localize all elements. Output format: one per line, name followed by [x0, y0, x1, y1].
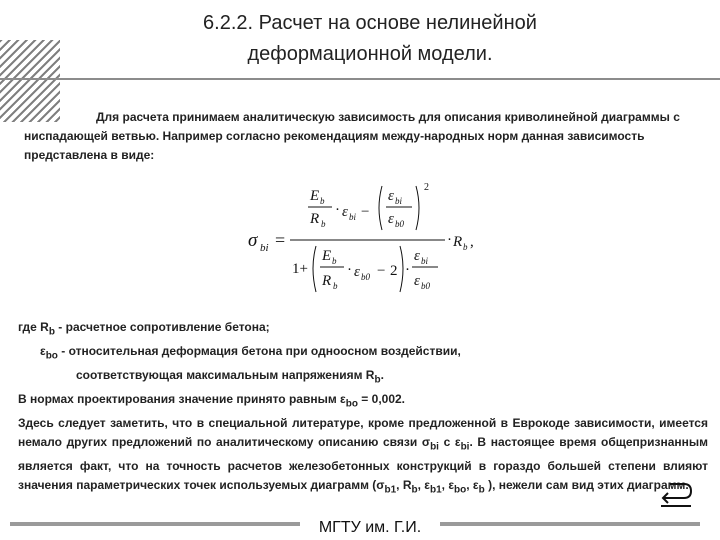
num-R: R [310, 211, 320, 227]
eps-sub: bo [45, 350, 58, 362]
den-eps-sub: b0 [361, 272, 370, 282]
return-arrow-svg [658, 480, 694, 508]
intro-text: Для расчета принимаем аналитическую зависимость для описания криволинейной диаграммы с ниспадающей ветвью. Например согласно рекомендациям между-народных норм данная зависимость представлена в виде: [24, 110, 680, 162]
den-dot: · [347, 262, 352, 278]
den-one-plus: 1+ [292, 261, 308, 277]
den-R: R [322, 273, 332, 289]
num-R-sub: b [321, 219, 326, 229]
den-R-sub: b [333, 281, 338, 291]
num-E-sub: b [320, 196, 325, 206]
eps-rest-2-end: . [380, 367, 384, 382]
den-dot-2: · [405, 262, 410, 278]
remark-b: с ε [438, 435, 461, 450]
den-E: E [322, 248, 332, 264]
where-rest: - расчетное сопротивление бетона; [54, 320, 270, 334]
where-text: где R [18, 320, 49, 334]
num-frac-eps-bot-sub: b0 [395, 219, 404, 229]
where-sub: b [48, 326, 55, 338]
norms-value: = 0,002. [357, 391, 406, 406]
eps-rest-2-sub: b [374, 374, 381, 386]
remark-sub-4: b [411, 484, 418, 496]
eps-rest-2: соответствующая максимальным напряжениям R [76, 367, 375, 382]
den-E-sub: b [332, 256, 337, 266]
eps-line [18, 342, 708, 366]
norms-line [18, 390, 708, 414]
num-paren-left [379, 186, 382, 230]
rhs-dot: · [447, 232, 452, 248]
norms-text: В нормах проектирования значение принято равным ε [18, 391, 346, 406]
remark-paragraph [18, 414, 708, 501]
remark-h: ), нежели сам вид этих диаграмм. [484, 478, 689, 493]
den-paren-left [313, 246, 316, 292]
where-line [18, 318, 708, 342]
page-title [90, 8, 650, 70]
eps-line-2 [18, 366, 708, 390]
num-frac-eps-top: ε [388, 188, 394, 204]
explanation-text [18, 318, 708, 500]
num-eps-sub: bi [349, 212, 357, 222]
remark-sub-2: bi [460, 441, 470, 453]
num-paren-right [416, 186, 419, 230]
remark-sub-5: b1 [430, 484, 442, 496]
num-frac-eps-top-sub: bi [395, 196, 403, 206]
den-paren-right [400, 246, 403, 292]
den-frac-eps-top: ε [414, 248, 420, 264]
formula-sigma: σ [248, 230, 258, 251]
title-line-1: 6.2.2. Расчет на основе нелинейной [203, 12, 537, 34]
num-dot: · [335, 202, 340, 218]
num-frac-eps-bot: ε [388, 211, 394, 227]
rhs-R-sub: b [463, 242, 468, 252]
den-frac-eps-top-sub: bi [421, 256, 429, 266]
remark-d: , R [396, 478, 412, 493]
stress-strain-formula [240, 178, 480, 298]
rhs-R: R [453, 234, 463, 250]
eps-symbol: ε [40, 343, 46, 358]
rhs-comma: , [470, 234, 474, 250]
remark-sub-1: bi [430, 441, 439, 453]
formula-svg [240, 178, 480, 298]
remark-f: , ε [441, 478, 455, 493]
den-two: 2 [390, 263, 398, 279]
title-line-2: деформационной модели. [247, 43, 493, 65]
remark-c: . В настоящее время общепризнанным является факт, что на точность расчетов железобетонных конструкций в гораздо большей степени влияют значения параметрических точек используемых диаграмм (σ [18, 435, 708, 493]
num-E: E [310, 188, 320, 204]
remark-sub-3: b1 [384, 484, 397, 496]
eps-rest: - относительная деформация бетона при одноосном воздействии, [57, 343, 461, 358]
formula-sigma-sub: bi [260, 242, 269, 254]
num-power: 2 [424, 182, 429, 193]
intro-paragraph [24, 108, 704, 165]
den-frac-eps-bot: ε [414, 273, 420, 289]
formula-equals: = [275, 230, 286, 250]
return-arrow-icon[interactable] [658, 480, 694, 508]
remark-sub-7: b [478, 484, 485, 496]
den-minus: − [377, 263, 386, 279]
title-divider [0, 78, 720, 80]
remark-g: , ε [466, 478, 479, 493]
num-minus: − [361, 204, 370, 220]
den-eps: ε [354, 264, 360, 280]
remark-e: , ε [417, 478, 430, 493]
norms-sub: bo [345, 398, 358, 410]
footer-text: МГТУ им. Г.И. [300, 516, 440, 540]
den-frac-eps-bot-sub: b0 [421, 281, 430, 291]
remark-sub-6: bo [454, 484, 467, 496]
remark-a: Здесь следует заметить, что в специальной литературе, кроме предложенной в Еврокоде зависимости, имеется немало других предложений по аналитическому описанию связи σ [18, 415, 708, 450]
num-eps: ε [342, 204, 348, 220]
